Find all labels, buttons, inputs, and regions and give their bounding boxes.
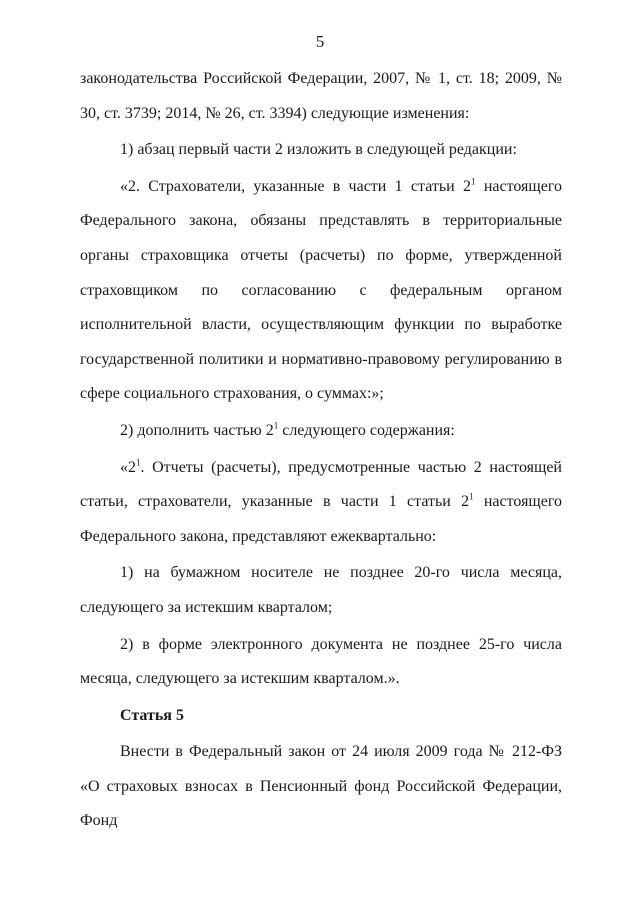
page-number: 5 (315, 32, 325, 51)
superscript: 1 (136, 457, 141, 468)
superscript: 1 (469, 491, 474, 502)
paragraph-6: 1) на бумажном носителе не позднее 20-го числа месяца, следующего за истекшим кварталом; (80, 564, 562, 616)
paragraph-4-text-a: 2) дополнить частью 2 (120, 421, 274, 439)
paragraph-1: законодательства Российской Федерации, 2007, № 1, ст. 18; 2009, № 30, ст. 3739; 2014, № 26, ст. 3394) следующие изменения: (80, 70, 562, 122)
paragraph-5 (80, 451, 562, 555)
paragraph-3-text-b: настоящего Федерального закона, обязаны представлять в территориальные органы страховщика отчеты (расчеты) по форме, утвержденной страховщиком по согласованию с федеральным органом исполнительной власти, осуществляющим функции по выработке государственной политики и нормативно-правовому регулированию в сфере социального страхования, о суммах:»; (80, 177, 563, 403)
superscript: 1 (273, 420, 279, 431)
paragraph-7: 2) в форме электронного документа не позднее 25-го числа месяца, следующего за истекшим кварталом.». (80, 635, 562, 688)
paragraph-3-text-a: «2. Страхователи, указанные в части 1 статьи 2 (120, 177, 472, 195)
article-heading: Статья 5 (120, 706, 184, 724)
paragraph-5-text-c: настоящего Федерального закона, представляют ежеквартально: (80, 493, 563, 545)
document-body (80, 62, 562, 839)
paragraph-3 (80, 170, 562, 412)
paragraph-2: 1) абзац первый части 2 изложить в следующей редакции: (120, 141, 517, 159)
paragraph-4-text-b: следующего содержания: (278, 421, 455, 439)
superscript: 1 (471, 176, 476, 187)
paragraph-8: Внести в Федеральный закон от 24 июля 2009 года № 212-ФЗ «О страховых взносах в Пенсионный фонд Российской Федерации, Фонд (80, 743, 562, 830)
paragraph-5-text-b: . Отчеты (расчеты), предусмотренные частью 2 настоящей статьи, страхователи, указанные в части 1 статьи 2 (80, 458, 562, 511)
paragraph-4 (80, 414, 562, 449)
paragraph-5-text-a: «2 (120, 458, 136, 476)
